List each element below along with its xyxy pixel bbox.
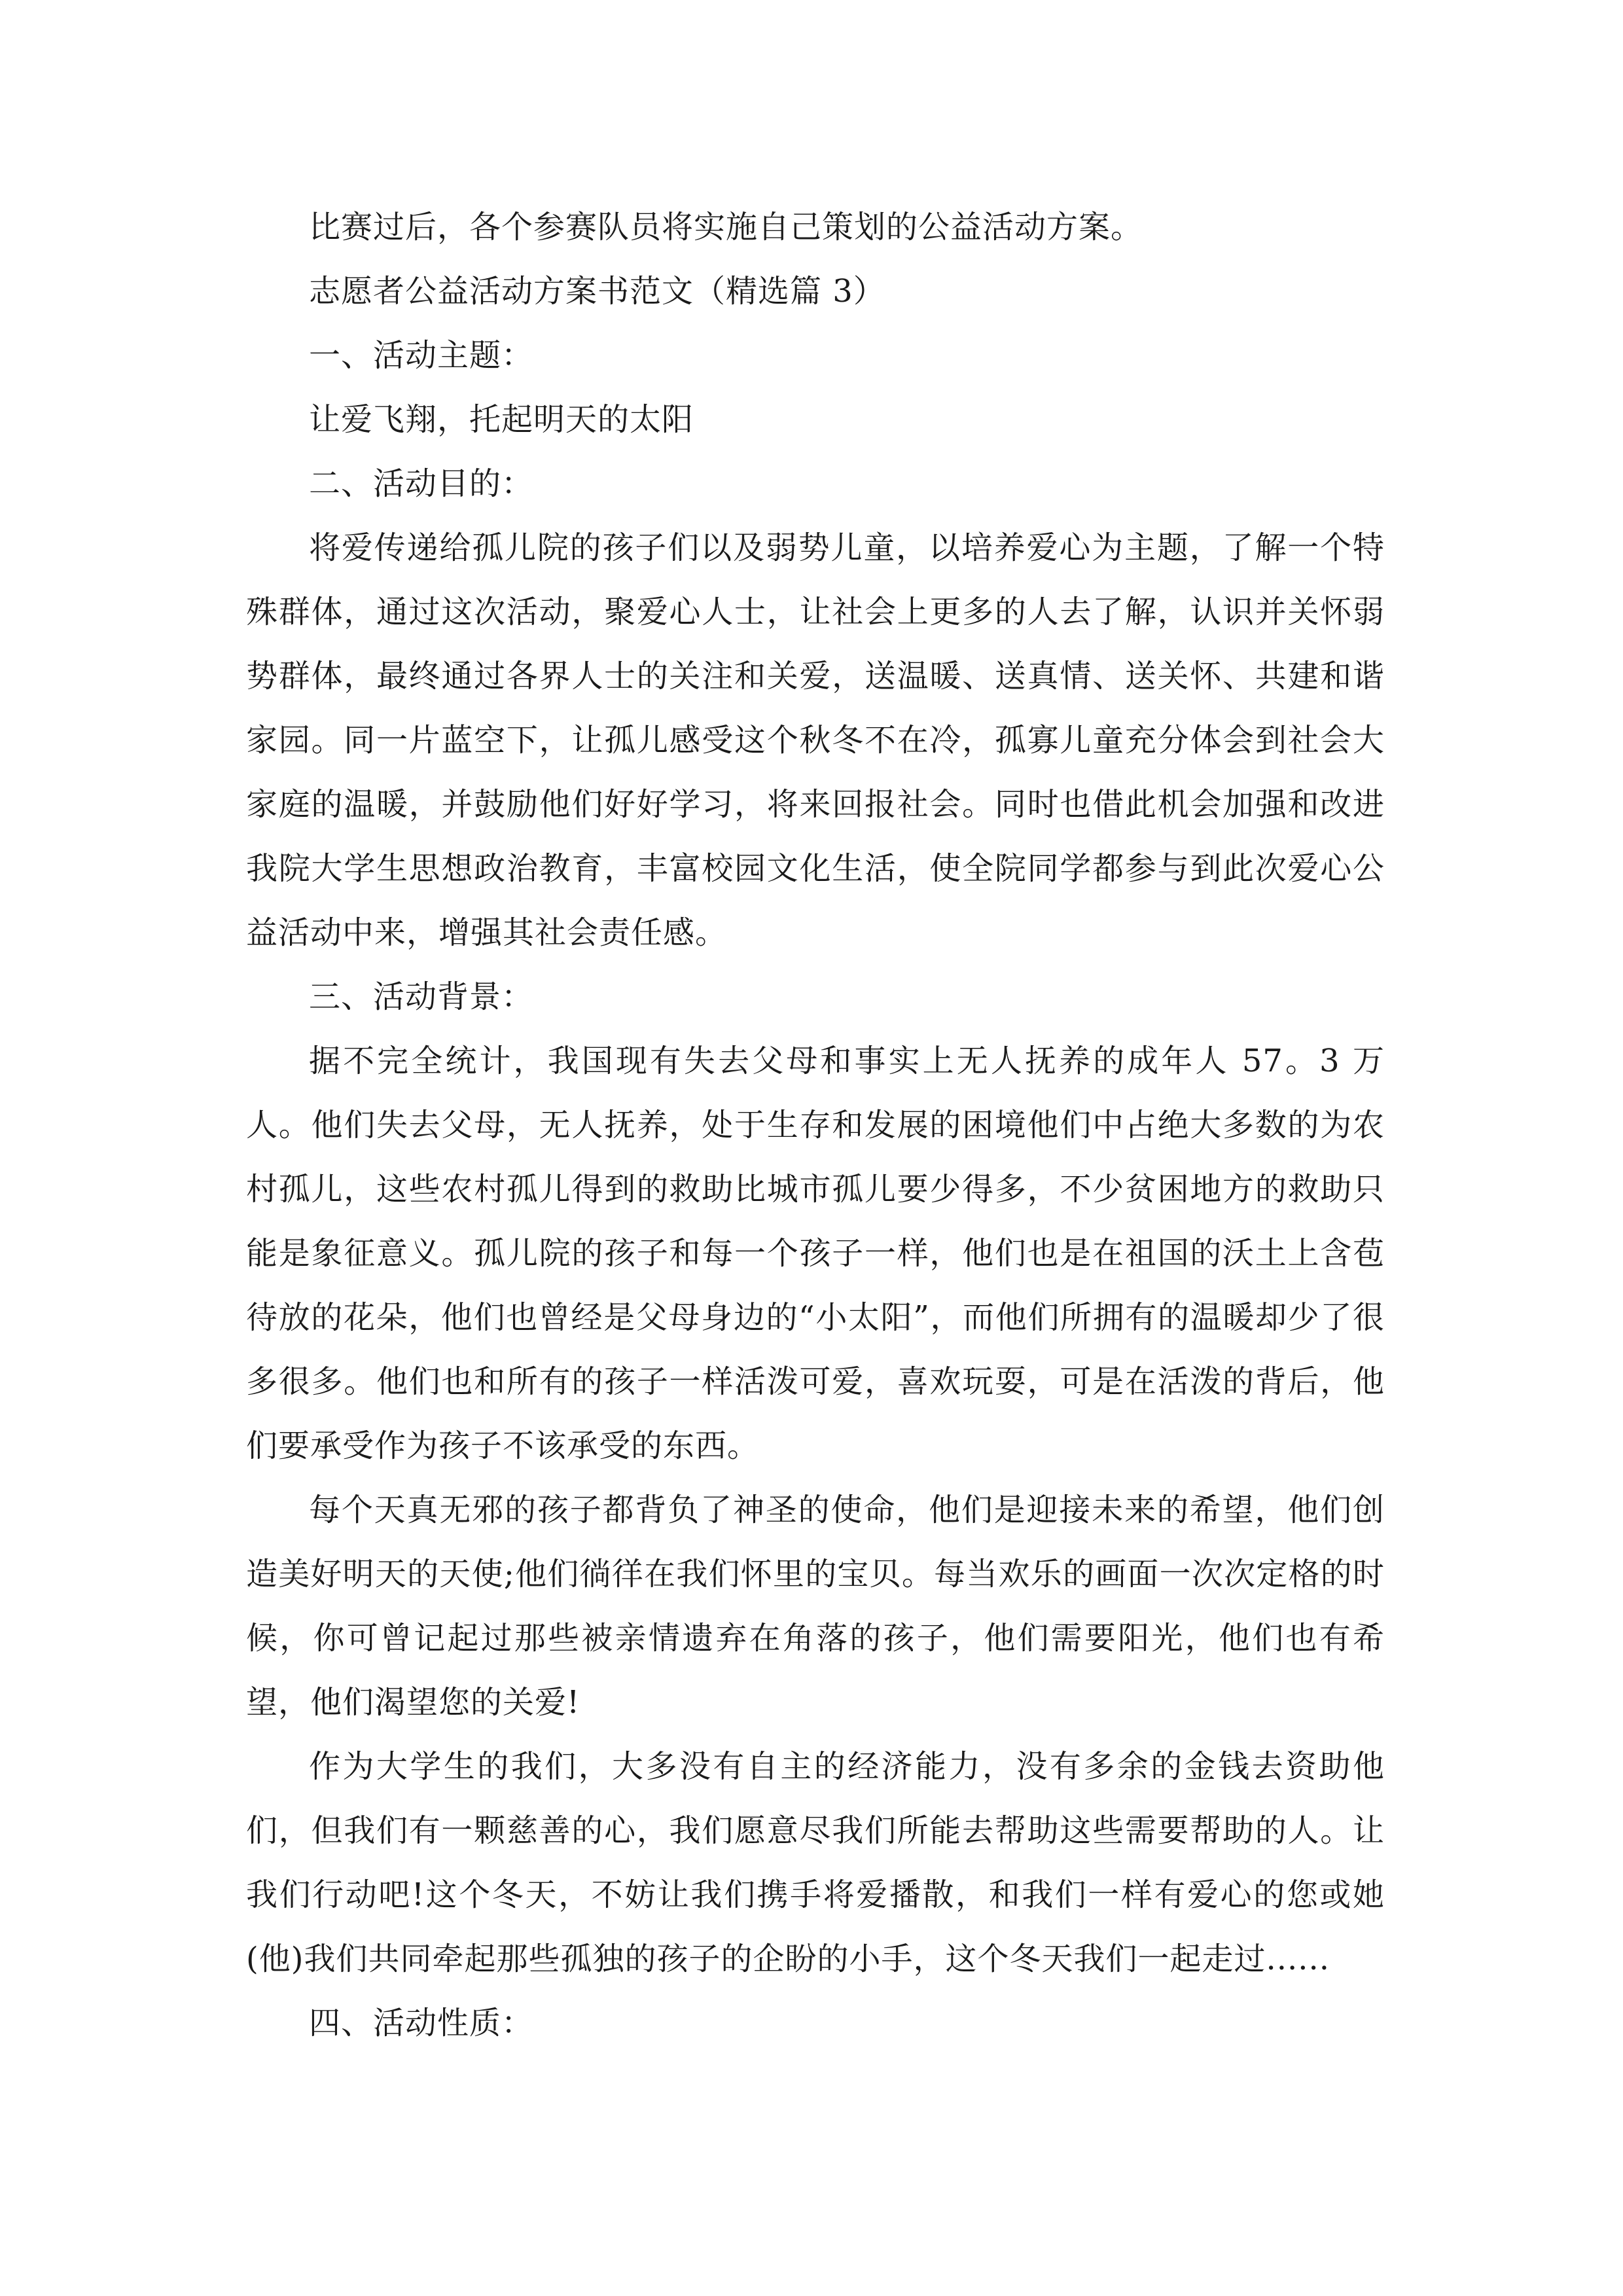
paragraph-activity-theme: 让爱飞翔，托起明天的太阳	[309, 401, 694, 438]
paragraph-activity-purpose: 将爱传递给孤儿院的孩子们以及弱势儿童，以培养爱心为主题，了解一个特殊群体，通过这次活动，聚爱心人士，让社会上更多的人去了解，认识并关怀弱势群体，最终通过各界人士的关注和关爱，送温暖、送真情、送关怀、共建和谐家园。同一片蓝空下，让孤儿感受这个秋冬不在冷，孤寡儿童充分体会到社会大家庭的温暖，并鼓励他们好好学习，将来回报社会。同时也借此机会加强和改进我院大学生思想政治教育，丰富校园文化生活，使全院同学都参与到此次爱心公益活动中来，增强其社会责任感。	[246, 529, 1385, 951]
document-body	[246, 195, 1385, 2055]
heading-activity-theme: 一、活动主题：	[309, 337, 534, 374]
heading-activity-nature: 四、活动性质：	[309, 2005, 534, 2041]
heading-activity-background: 三、活动背景：	[309, 978, 534, 1015]
paragraph-background-statistics: 据不完全统计，我国现有失去父母和事实上无人抚养的成年人 57。3 万人。他们失去父母，无人抚养，处于生存和发展的困境他们中占绝大多数的为农村孤儿，这些农村孤儿得到的救助比城市孤儿要少得多，不少贫困地方的救助只能是象征意义。孤儿院的孩子和每一个孩子一样，他们也是在祖国的沃土上含苞待放的花朵，他们也曾经是父母身边的“小太阳”，而他们所拥有的温暖却少了很多很多。他们也和所有的孩子一样活泼可爱，喜欢玩耍，可是在活泼的背后，他们要承受作为孩子不该承受的东西。	[246, 1043, 1385, 1464]
heading-activity-purpose: 二、活动目的：	[309, 465, 534, 502]
section-title: 志愿者公益活动方案书范文（精选篇 3）	[309, 273, 885, 310]
paragraph-background-students: 作为大学生的我们，大多没有自主的经济能力，没有多余的金钱去资助他们，但我们有一颗慈善的心，我们愿意尽我们所能去帮助这些需要帮助的人。让我们行动吧!这个冬天，不妨让我们携手将爱播散，和我们一样有爱心的您或她(他)我们共同牵起那些孤独的孩子的企盼的小手，这个冬天我们一起走过......	[246, 1748, 1385, 1977]
paragraph-background-children: 每个天真无邪的孩子都背负了神圣的使命，他们是迎接未来的希望，他们创造美好明天的天使;他们徜徉在我们怀里的宝贝。每当欢乐的画面一次次定格的时候，你可曾记起过那些被亲情遗弃在角落的孩子，他们需要阳光，他们也有希望，他们渴望您的关爱!	[246, 1492, 1385, 1721]
paragraph-intro-closing: 比赛过后，各个参赛队员将实施自己策划的公益活动方案。	[309, 209, 1143, 245]
